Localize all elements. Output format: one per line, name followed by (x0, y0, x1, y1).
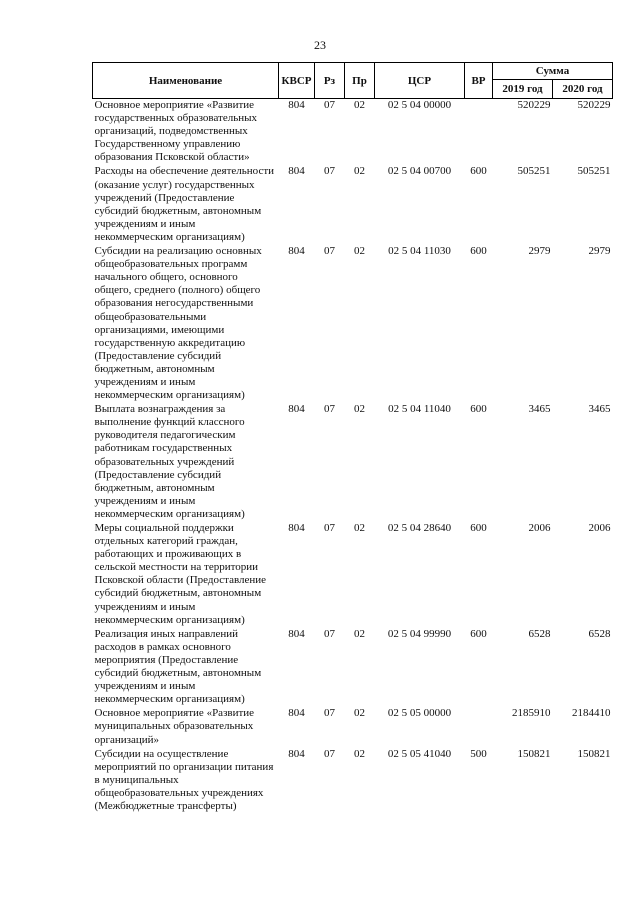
table-row (93, 748, 613, 814)
cell-pr: 02 (354, 245, 365, 258)
cell-2020: 3465 (588, 403, 611, 416)
cell-2019: 150821 (517, 747, 551, 760)
cell-rz: 07 (324, 403, 335, 416)
cell-csr: 02 5 05 41040 (387, 747, 452, 760)
header-csr: ЦСР (375, 63, 465, 99)
cell-kvsr: 804 (288, 165, 305, 178)
cell-name: Меры социальной поддержки отдельных категорий граждан, работающих и проживающих в сельской местности на территории Псковской области (Предоставление субсидий бюджетным, автономным учреждениям и иным некоммерческим организациям) (94, 522, 267, 626)
cell-kvsr: 804 (288, 747, 305, 760)
cell-pr: 02 (354, 707, 365, 720)
cell-rz: 07 (324, 747, 335, 760)
cell-csr: 02 5 04 11040 (388, 403, 451, 416)
cell-2019: 520229 (517, 99, 551, 111)
cell-vr: 600 (470, 403, 487, 416)
cell-name: Расходы на обеспечение деятельности (оказание услуг) государственных учреждений (Предоставление субсидий бюджетным, автономным учреждениям и иным некоммерческим организациям) (94, 165, 275, 243)
cell-vr: 600 (470, 165, 487, 178)
header-year-2020: 2020 год (553, 80, 613, 99)
header-name: Наименование (93, 63, 279, 99)
cell-name: Субсидии на реализацию основных общеобразовательных программ начального общего, основного общего, среднего (полного) общего образования негосударственными общеобразовательными организациями, имеющими государственную аккредитацию (Предоставление субсидий бюджетным, автономным учреждениям и иным некоммерческим организациям) (94, 245, 262, 402)
cell-csr: 02 5 04 99990 (387, 627, 452, 640)
header-sum: Сумма (493, 63, 613, 80)
cell-rz: 07 (324, 245, 335, 258)
cell-2020: 520229 (577, 99, 611, 111)
table-row (93, 707, 613, 747)
cell-csr: 02 5 04 28640 (387, 522, 452, 534)
cell-rz: 07 (324, 707, 335, 720)
page-number: 23 (314, 38, 326, 52)
cell-name: Реализация иных направлений расходов в рамках основного мероприятия (Предоставление субсидий бюджетным, автономным учреждениям и иным некоммерческим организациям) (94, 627, 262, 706)
cell-kvsr: 804 (288, 707, 305, 720)
table-body (93, 99, 613, 815)
cell-rz: 07 (324, 522, 335, 534)
header-pr: Пр (345, 63, 375, 99)
cell-rz: 07 (324, 627, 335, 640)
cell-2020: 6528 (588, 627, 611, 640)
cell-csr: 02 5 04 00000 (387, 99, 452, 111)
header-vr: ВР (465, 63, 493, 99)
cell-pr: 02 (354, 522, 365, 534)
table-row (93, 245, 613, 403)
table-row (93, 99, 613, 166)
cell-rz: 07 (324, 99, 335, 111)
cell-vr: 600 (470, 245, 487, 258)
cell-name: Основное мероприятие «Развитие муниципальных образовательных организаций» (94, 707, 255, 746)
cell-csr: 02 5 05 00000 (387, 707, 452, 720)
cell-2020: 2184410 (572, 707, 611, 720)
cell-2019: 2979 (528, 245, 551, 258)
table-row (93, 522, 613, 628)
cell-vr: 600 (470, 522, 487, 534)
budget-table (92, 62, 613, 814)
cell-rz: 07 (324, 165, 335, 178)
cell-pr: 02 (354, 99, 365, 111)
cell-2020: 2006 (588, 522, 611, 534)
cell-kvsr: 804 (288, 403, 305, 416)
cell-2019: 2185910 (512, 707, 551, 720)
cell-pr: 02 (354, 747, 365, 760)
header-rz: Рз (315, 63, 345, 99)
cell-2020: 2979 (588, 245, 611, 258)
cell-pr: 02 (354, 627, 365, 640)
cell-name: Субсидии на осуществление мероприятий по организации питания в муниципальных общеобразовательных учреждениях (Межбюджетные трансферты) (94, 747, 274, 812)
cell-pr: 02 (354, 165, 365, 178)
cell-2020: 505251 (577, 165, 611, 178)
cell-vr (465, 707, 493, 747)
cell-2019: 2006 (528, 522, 551, 534)
table-header (93, 63, 613, 99)
cell-pr: 02 (354, 403, 365, 416)
table-row (93, 628, 613, 708)
cell-2019: 6528 (528, 627, 551, 640)
cell-kvsr: 804 (288, 245, 305, 258)
cell-name: Выплата вознаграждения за выполнение функций классного руководителя педагогическим работникам государственных образовательных учреждений (Предоставление субсидий бюджетным, автономным учреждениям и иным некоммерческим организациям) (94, 403, 245, 520)
cell-name: Основное мероприятие «Развитие государственных образовательных организаций, подведомственных Государственному управлению образования Псковской области» (94, 99, 258, 164)
cell-2019: 3465 (528, 403, 551, 416)
header-year-2019: 2019 год (493, 80, 553, 99)
cell-csr: 02 5 04 11030 (388, 245, 451, 258)
table-row (93, 403, 613, 522)
cell-kvsr: 804 (288, 99, 305, 111)
cell-kvsr: 804 (288, 522, 305, 534)
header-kvsr: КВСР (279, 63, 315, 99)
cell-2019: 505251 (517, 165, 551, 178)
cell-vr: 600 (470, 627, 487, 640)
table-row (93, 165, 613, 245)
cell-vr: 500 (470, 747, 487, 760)
cell-kvsr: 804 (288, 627, 305, 640)
cell-vr (465, 99, 493, 166)
cell-csr: 02 5 04 00700 (387, 165, 452, 178)
cell-2020: 150821 (577, 747, 611, 760)
